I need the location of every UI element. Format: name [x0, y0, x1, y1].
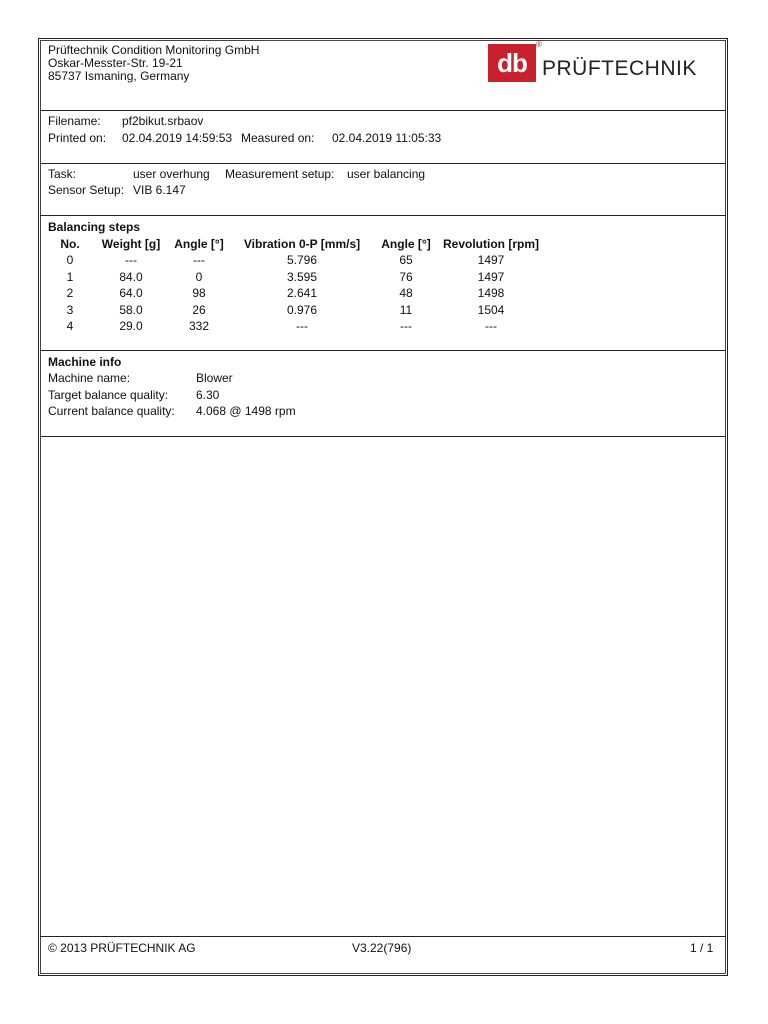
logo-text: PRÜFTECHNIK — [542, 57, 697, 80]
cell-no: 1 — [66, 269, 74, 284]
printed-value: 02.04.2019 14:59:53 — [122, 131, 233, 145]
divider — [40, 163, 726, 164]
table-row — [48, 252, 546, 269]
cell-angle: 332 — [188, 319, 210, 333]
cell-angle-2: 76 — [399, 269, 413, 284]
machine-name-value: Blower — [196, 371, 233, 385]
task-label: Task: — [48, 167, 77, 181]
table-row — [48, 285, 546, 302]
sensor-setup-value: VIB 6.147 — [133, 183, 186, 197]
cell-vibration: --- — [296, 319, 308, 333]
cell-angle: 0 — [195, 269, 203, 284]
company-name: Prüftechnik Condition Monitoring GmbH — [48, 43, 260, 57]
measured-value: 02.04.2019 11:05:33 — [332, 131, 442, 145]
header-revolution: Revolution [rpm] — [443, 237, 539, 251]
cell-weight: --- — [125, 253, 137, 267]
header-no: No. — [60, 237, 80, 251]
cell-vibration: 5.796 — [286, 253, 318, 267]
measured-label: Measured on: — [241, 131, 315, 145]
balancing-steps-title: Balancing steps — [48, 220, 141, 234]
cell-no: 0 — [66, 253, 74, 267]
header-angle: Angle [°] — [174, 237, 224, 251]
registered-mark: ® — [536, 40, 542, 49]
printed-label: Printed on: — [48, 131, 107, 145]
cell-angle: --- — [193, 253, 205, 267]
cell-angle-2: 11 — [399, 302, 413, 317]
cell-angle-2: 65 — [399, 253, 413, 267]
cell-angle: 98 — [192, 286, 206, 300]
cell-weight: 58.0 — [119, 302, 143, 317]
cell-angle: 26 — [192, 302, 206, 317]
divider — [40, 110, 726, 111]
machine-info-title: Machine info — [48, 355, 122, 369]
cell-angle-2: 48 — [399, 286, 413, 300]
db-logo-icon: db — [488, 44, 536, 82]
filename-value: pf2bikut.srbaov — [122, 114, 204, 128]
divider — [40, 350, 726, 351]
cell-no: 2 — [66, 286, 74, 300]
table-row — [48, 269, 546, 286]
current-quality-value: 4.068 @ 1498 rpm — [196, 404, 296, 418]
balancing-steps-table — [48, 236, 546, 335]
company-street: Oskar-Messter-Str. 19-21 — [48, 56, 183, 70]
cell-weight: 29.0 — [119, 319, 143, 333]
footer-copyright: © 2013 PRÜFTECHNIK AG — [48, 941, 196, 955]
divider — [40, 215, 726, 216]
cell-revolution: 1497 — [477, 269, 505, 284]
target-quality-value: 6.30 — [196, 388, 220, 402]
target-quality-label: Target balance quality: — [48, 388, 169, 402]
sensor-setup-label: Sensor Setup: — [48, 183, 125, 197]
cell-angle-2: --- — [400, 319, 412, 333]
machine-name-label: Machine name: — [48, 371, 131, 385]
task-value: user overhung — [133, 167, 210, 181]
header-angle-2: Angle [°] — [381, 237, 431, 251]
cell-no: 3 — [66, 302, 74, 317]
cell-vibration: 3.595 — [286, 269, 318, 284]
cell-weight: 84.0 — [119, 269, 143, 284]
measurement-setup-value: user balancing — [347, 167, 426, 181]
footer-page-number: 1 / 1 — [690, 941, 714, 955]
cell-revolution: --- — [485, 319, 497, 333]
header-weight: Weight [g] — [101, 237, 161, 251]
table-row — [48, 318, 546, 335]
filename-label: Filename: — [48, 114, 101, 128]
cell-revolution: 1504 — [477, 302, 505, 317]
current-quality-label: Current balance quality: — [48, 404, 175, 418]
table-header-row — [48, 236, 546, 252]
cell-vibration: 0.976 — [286, 302, 318, 317]
cell-weight: 64.0 — [119, 286, 143, 300]
divider — [40, 436, 726, 437]
table-row — [48, 302, 546, 319]
cell-revolution: 1498 — [477, 286, 505, 300]
footer-divider — [40, 936, 726, 937]
pruftechnik-logo — [488, 40, 720, 86]
footer-version: V3.22(796) — [352, 941, 412, 955]
measurement-setup-label: Measurement setup: — [225, 167, 335, 181]
cell-vibration: 2.641 — [286, 286, 318, 300]
cell-no: 4 — [66, 319, 74, 333]
cell-revolution: 1497 — [477, 253, 505, 267]
company-city: 85737 Ismaning, Germany — [48, 69, 190, 83]
header-vibration: Vibration 0-P [mm/s] — [243, 237, 361, 251]
